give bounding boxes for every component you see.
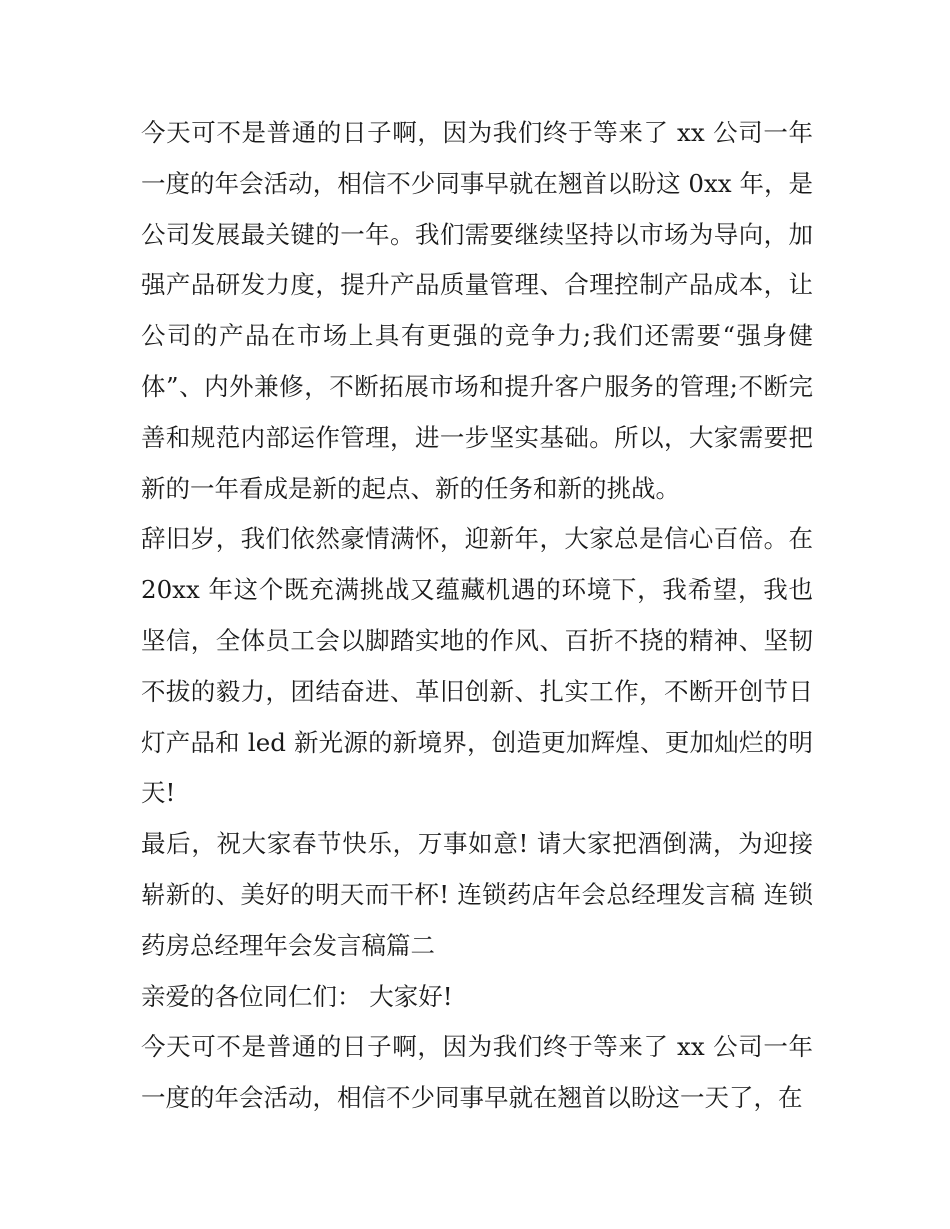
paragraph-annual-meeting-intro: 今天可不是普通的日子啊，因为我们终于等来了 xx 公司一年一度的年会活动，相信不少同事早就在翘首以盼这 0xx 年，是公司发展最关键的一年。我们需要继续坚持以市场为导向，加强产品研发力度，提升产品质量管理、合理控制产品成本，让公司的产品在市场上具有更强的竞争力;我们还需要“强身健体”、内外兼修，不断拓展市场和提升客户服务的管理;不断完善和规范内部运作管理，进一步坚实基础。所以，大家需要把新的一年看成是新的起点、新的任务和新的挑战。 — [141, 118, 813, 503]
paragraph-closing-toast: 最后，祝大家春节快乐，万事如意! 请大家把酒倒满，为迎接崭新的、美好的明天而干杯! 连锁药店年会总经理发言稿 连锁药房总经理年会发言稿篇二 — [141, 829, 813, 960]
document-body — [141, 108, 813, 1124]
paragraph-greeting: 亲爱的各位同仁们： 大家好! — [141, 981, 453, 1011]
paragraph-new-year-outlook: 辞旧岁，我们依然豪情满怀，迎新年，大家总是信心百倍。在 20xx 年这个既充满挑战又蕴藏机遇的环境下，我希望，我也坚信，全体员工会以脚踏实地的作风、百折不挠的精神、坚韧不拔的毅力，团结奋进、革旧创新、扎实工作，不断开创节日灯产品和 led 新光源的新境界，创造更加辉煌、更加灿烂的明天! — [141, 524, 813, 808]
paragraph-second-speech-intro: 今天可不是普通的日子啊，因为我们终于等来了 xx 公司一年一度的年会活动，相信不少同事早就在翘首以盼这一天了，在 — [141, 1032, 813, 1113]
